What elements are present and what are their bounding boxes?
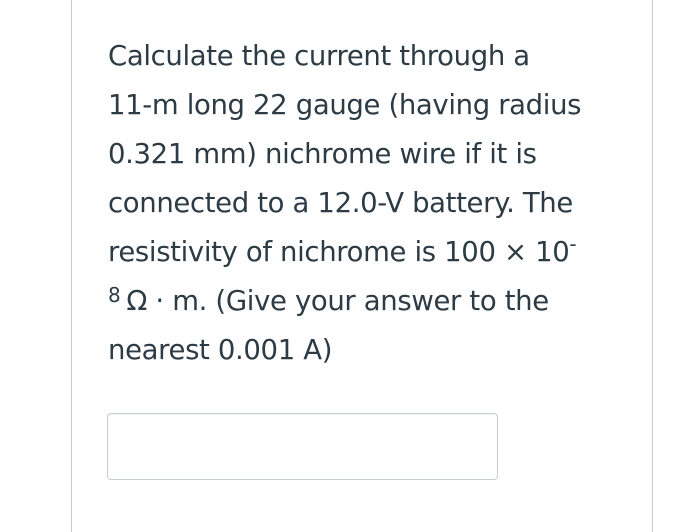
question-line-5-text: resistivity of nichrome is 100 × 10 <box>108 236 570 268</box>
question-line-3: 0.321 mm) nichrome wire if it is <box>108 138 537 170</box>
answer-input[interactable] <box>107 413 498 480</box>
question-line-7: nearest 0.001 A) <box>108 334 333 366</box>
question-line-5 <box>108 228 628 277</box>
exponent-sign: - <box>569 232 577 256</box>
exponent-value: 8 <box>108 283 121 307</box>
question-line-2: 11-m long 22 gauge (having radius <box>108 89 582 121</box>
question-line-6 <box>108 277 628 326</box>
question-line-1: Calculate the current through a <box>108 40 530 72</box>
question-text <box>108 32 628 375</box>
question-line-4: connected to a 12.0-V battery. The <box>108 187 573 219</box>
question-line-6-text: Ω · m. (Give your answer to the <box>126 285 549 317</box>
